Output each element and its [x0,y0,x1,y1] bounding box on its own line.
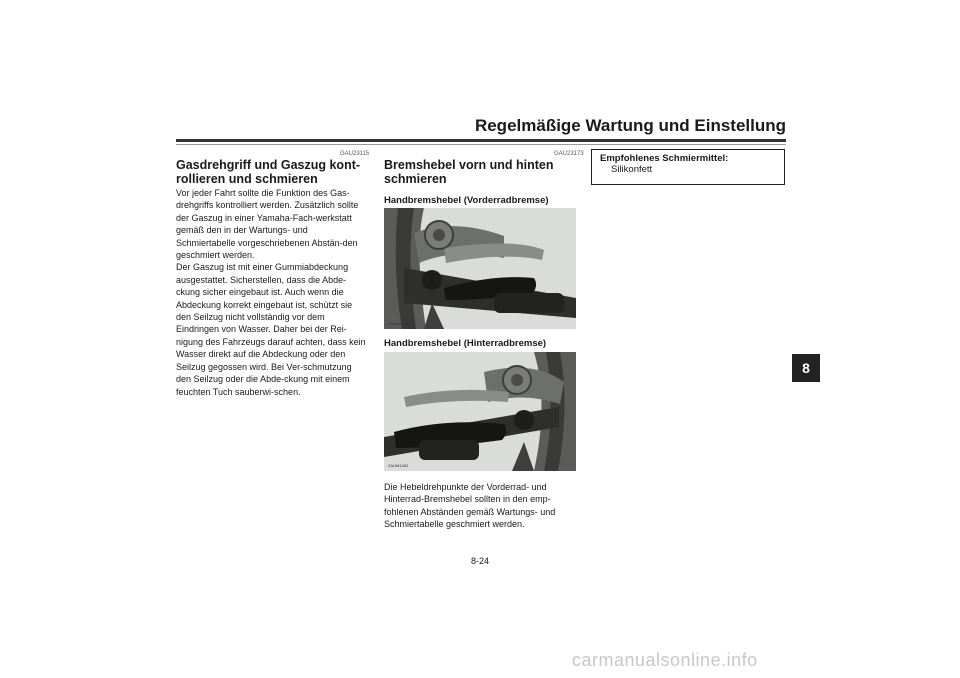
throttle-body-text [176,187,369,398]
section-code: GAU23173 [554,151,584,157]
rear-brake-lever-illustration [384,352,576,471]
page-title: Regelmäßige Wartung und Einstellung [474,116,786,135]
title-divider [176,139,786,142]
paragraph: Vor jeder Fahrt sollte die Funktion des Gas-drehgriffs kontrolliert werden. Zusätzlich sollte der Gaszug in einer Yamaha-Fach-werkstatt gemäß den in der Wartungs- und Schmiertabelle vorgeschriebenen Abstän-den geschmiert werden. [176,188,359,261]
front-brake-lever-illustration [384,208,576,329]
page-number: 8-24 [470,556,489,566]
recommended-lubricant-box [591,149,785,185]
paragraph: Die Hebeldrehpunkte der Vorderrad- und Hinterrad-Bremshebel sollten in den emp-fohlenen Abständen gemäß Wartungs- und Schmiertabelle geschmiert werden. [384,482,556,530]
recommended-lubricant-value: Silikonfett [611,164,653,175]
recommended-lubricant-label: Empfohlenes Schmiermittel: [600,153,729,164]
rear-brake-label: Handbremshebel (Hinterradbremse) [384,338,547,349]
rear-brake-lever-photo [384,352,576,471]
watermark: carmanualsonline.info [572,650,758,670]
brake-lever-body-text [384,481,580,531]
title-divider-thin [176,144,786,145]
paragraph: Der Gaszug ist mit einer Gummiabdeckung ausgestattet. Sicherstellen, dass die Abde-ckung sicher eingebaut ist. Auch wenn die Abdeckung korrekt eingebaut ist, schützt sie den Seilzug nicht vollständig vor dem Eindringen von Wasser. Daher bei der Rei-nigung des Fahrzeugs darauf achten, dass kein Wasser direkt auf die Abdeckung oder den Seilzug gegossen wird. Bei Ver-schmutzung den Seilzug oder die Abde-ckung mit einem feuchten Tuch sauberwi-schen. [176,262,366,397]
section-heading-throttle: Gasdrehgriff und Gaszug kont-rollieren und schmieren [176,158,361,186]
section-heading-brake-levers: Bremshebel vorn und hinten schmieren [384,158,554,186]
image-code: ZAUM1461 [388,321,409,326]
image-code: ZAUM1462 [388,463,409,468]
section-code: GAU23115 [340,151,370,157]
front-brake-label: Handbremshebel (Vorderradbremse) [384,195,549,206]
chapter-tab: 8 [792,354,820,382]
front-brake-lever-photo [384,208,576,329]
